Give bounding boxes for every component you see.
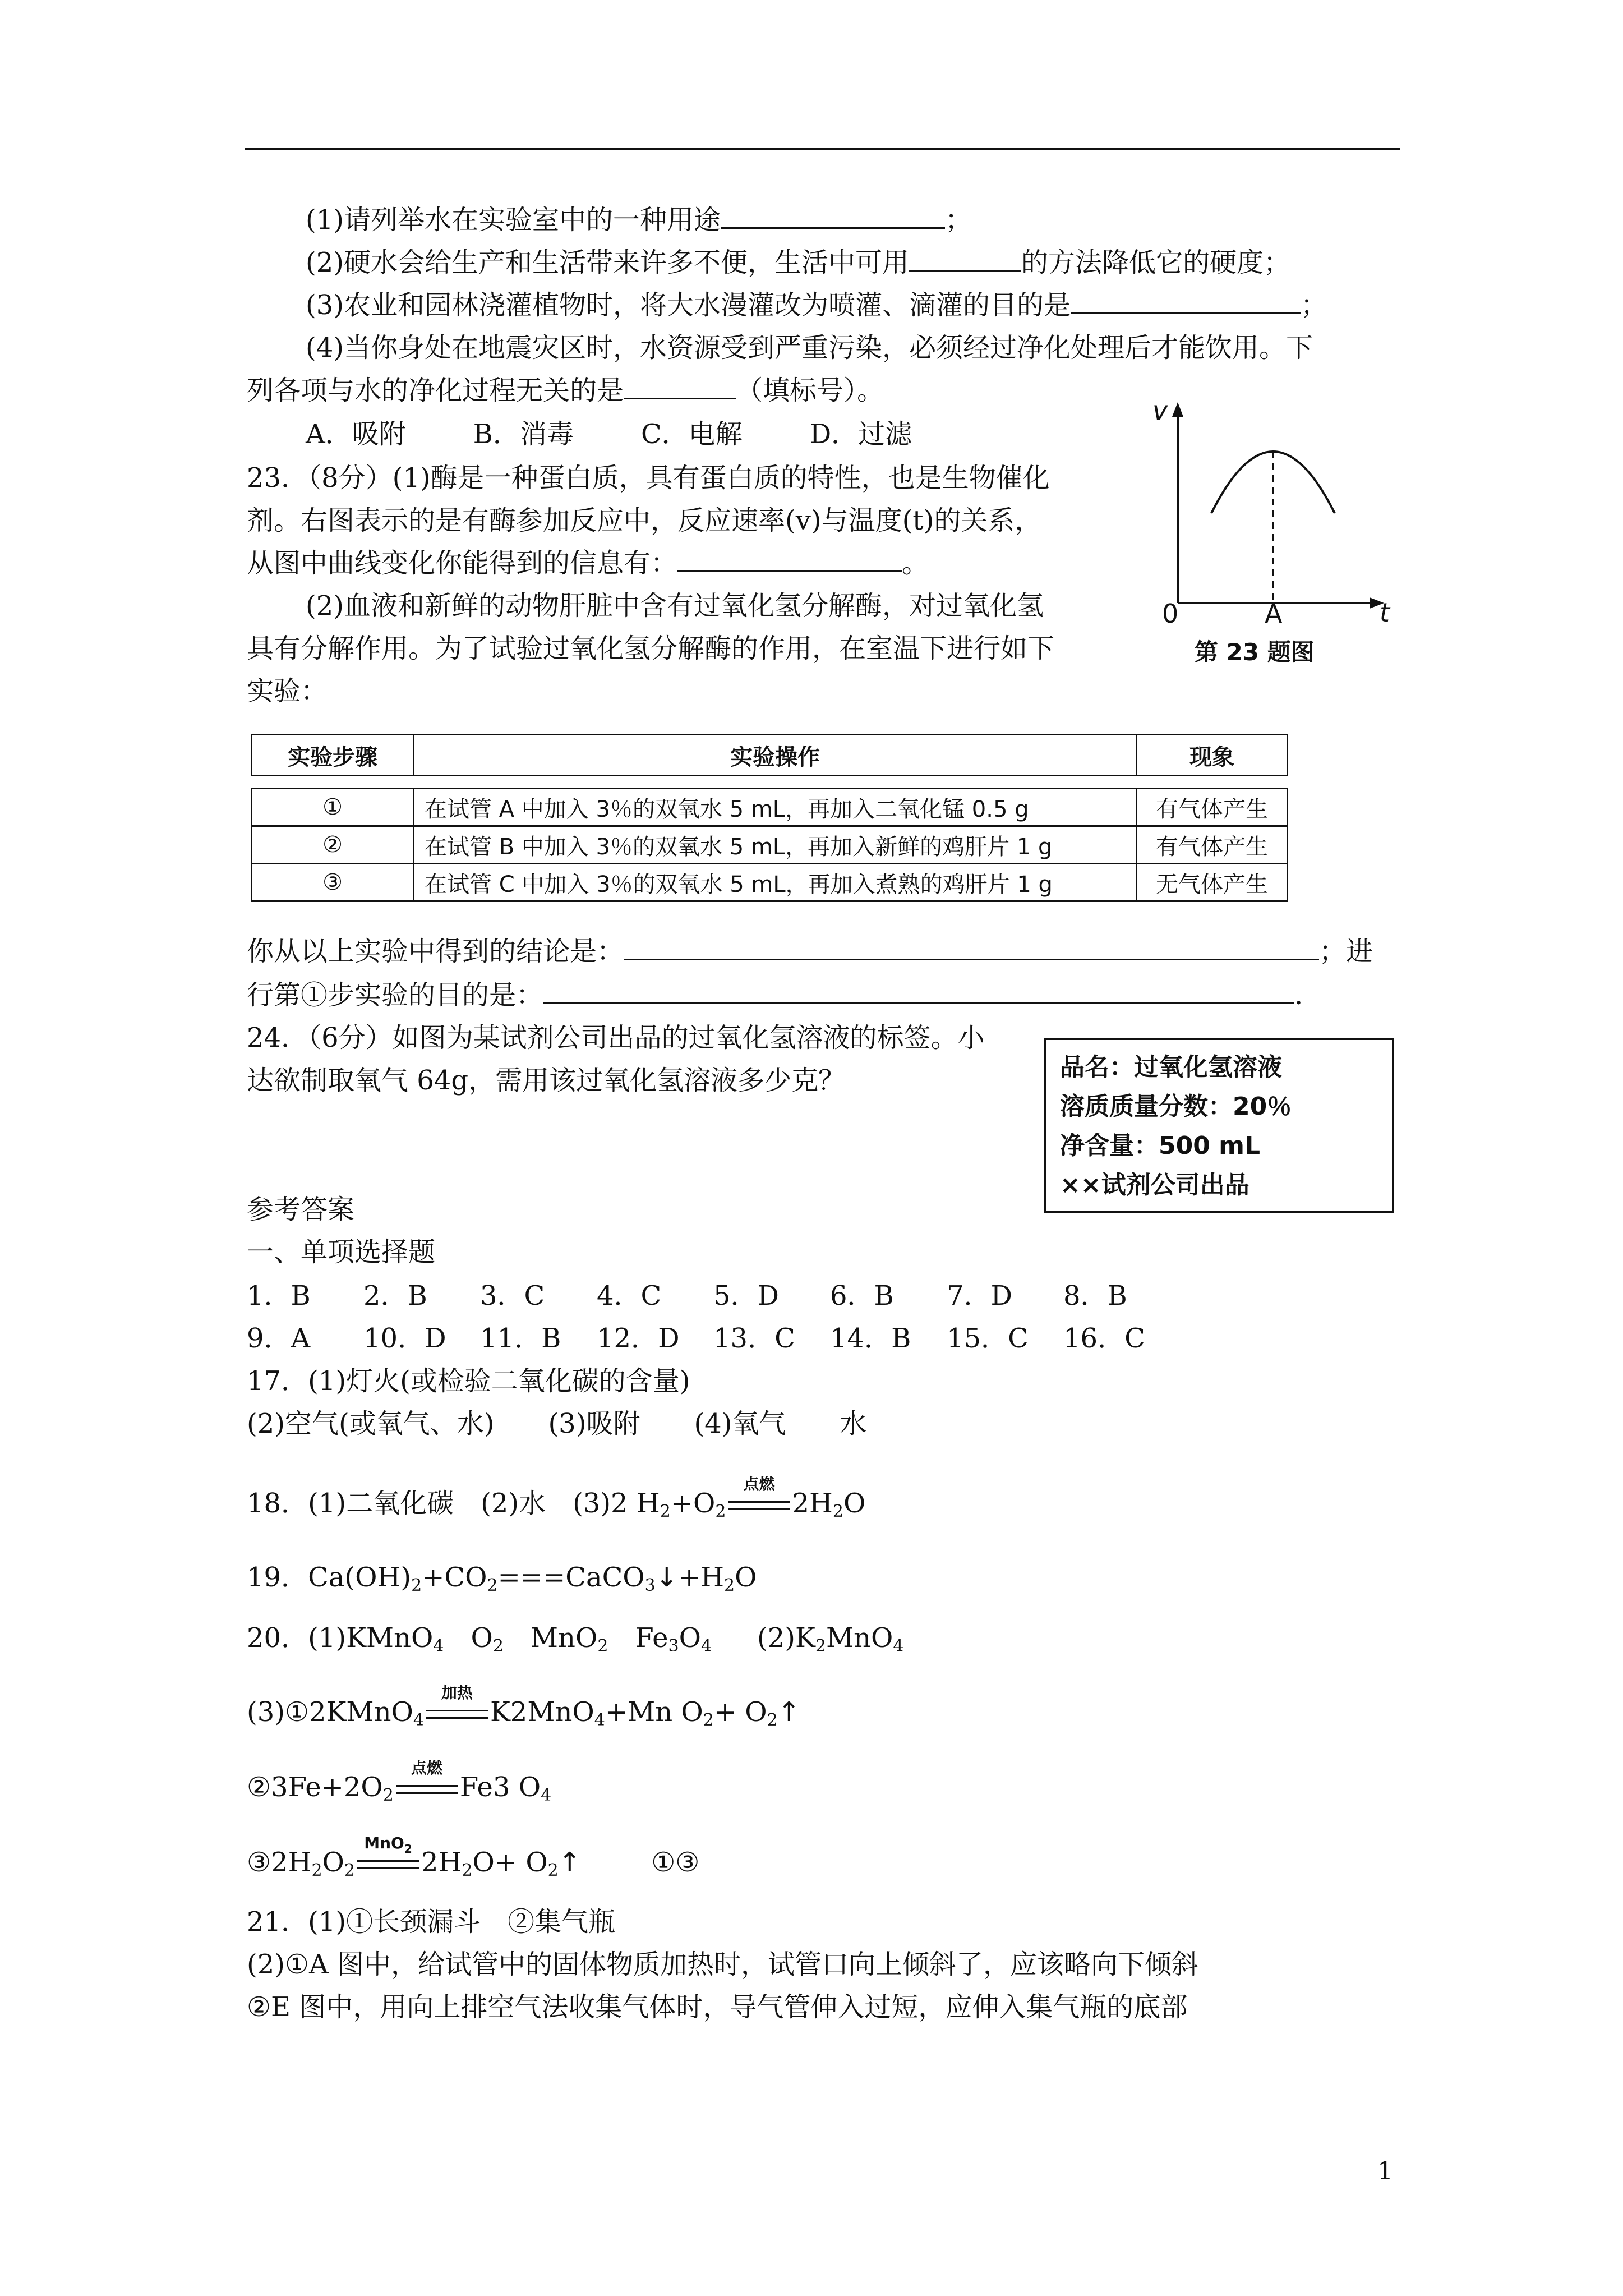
- answer-blank: [909, 246, 1021, 272]
- option-b: B．消毒: [473, 418, 574, 450]
- answer-21a: 21．(1)①长颈漏斗 ②集气瓶: [247, 1906, 616, 1938]
- q22-part1: (1)请列举水在实验室中的一种用途 ；: [306, 204, 972, 236]
- q23-line3: 从图中曲线变化你能得到的信息有： 。: [247, 547, 929, 579]
- label-product-name: 品名：过氧化氢溶液: [1060, 1053, 1282, 1082]
- answer-blank: [1071, 289, 1301, 314]
- page-number: 1: [1377, 2157, 1393, 2185]
- q22-part4: (4)当你身处在地震灾区时，水资源受到严重污染，必须经过净化处理后才能饮用。下: [306, 332, 1313, 364]
- graph-svg: [1150, 395, 1402, 631]
- q24-line2: 达欲制取氧气 64g，需用该过氧化氢溶液多少克？: [247, 1065, 846, 1096]
- q23-line5: 具有分解作用。为了试验过氧化氢分解酶的作用，在室温下进行如下: [247, 633, 1055, 664]
- label-mass-fraction: 溶质质量分数：20％: [1060, 1092, 1292, 1121]
- gas-arrow-icon: ↑: [777, 1696, 800, 1728]
- experiment-table: [251, 734, 1288, 902]
- q22-part2: (2)硬水会给生产和生活带来许多不便，生活中可用 的方法降低它的硬度；: [306, 247, 1291, 278]
- gas-arrow-icon: ↑: [558, 1847, 581, 1878]
- q23-line1: 23．（8分）(1)酶是一种蛋白质，具有蛋白质的特性，也是生物催化: [247, 462, 1050, 494]
- option-d: D．过滤: [809, 418, 912, 450]
- cell-phenomenon: 有气体产生: [1137, 826, 1288, 864]
- reagent-label-box: [1044, 1038, 1394, 1213]
- cell-step: ②: [252, 826, 414, 864]
- q23-conclusion: 你从以上实验中得到的结论是： ；进: [247, 936, 1373, 967]
- answer-blank: [721, 204, 945, 229]
- answer-21c: ②E 图中，用向上排空气法收集气体时，导气管伸入过短，应伸入集气瓶的底部: [247, 1991, 1188, 2023]
- q23-purpose: 行第①步实验的目的是： .: [247, 979, 1303, 1011]
- answer-blank: [543, 979, 1294, 1004]
- origin-label: 0: [1162, 599, 1179, 629]
- x-axis-label: t: [1380, 597, 1390, 628]
- q22-part3: (3)农业和园林浇灌植物时，将大水漫灌改为喷灌、滴灌的目的是 ；: [306, 289, 1328, 321]
- answer-20-5: $③2H_2O_2$ MnO$_2$ $2H_2O+$ $O_2↑$ ①③: [247, 1833, 700, 1880]
- cell-operation: 在试管 C 中加入 3％的双氧水 5 mL，再加入煮熟的鸡肝片 1 g: [414, 864, 1137, 901]
- precipitate-arrow-icon: ↓: [655, 1562, 678, 1593]
- answer-17b: (2)空气(或氧气、水) (3)吸附 (4)氧气 水: [247, 1408, 867, 1439]
- q22-options: [306, 417, 979, 451]
- table-row: [252, 826, 1288, 864]
- document-page: (1)请列举水在实验室中的一种用途 ； (2)硬水会给生产和生活带来许多不便，生活中可用 的方法降低它的硬度； (3)农业和园林浇灌植物时，将大水漫灌改为喷灌、滴灌的目的是 ； (4)当你身处在地震灾区时，水资源受到严重污染，必须经过净化处理后才能饮用。下 列各项与水的净化过程无关的是 （填标号）。 A．吸附 B．消毒 C．电解 D．过滤 23．（8分）(1)酶是一种蛋白质，具有蛋白质的特性，也是生物催化 剂。右图表示的是有酶参加反应中，反应速率(v)与温度(t)的关系， 从图中曲线变化你能得到的信息有： 。 (2)血液和新鲜的动物肝脏中含有过氧化氢分解酶，对过氧化氢 具有分解作用。为了试验过氧化氢分解酶的作用，在室温下进行如下 实验： v t 0 A 第 23 题图 实验步骤 实验操作 现象 ① 在试管 A 中加入 3％的双氧水 5 mL，再加入二氧化锰 0.5 g 有气体产生 ② 在试管 B 中加入 3％的双氧水 5 mL，再加入新鲜的鸡肝片 1 g 有气体产生 ③ 在试管 C 中加入 3％的双氧水 5 mL，再加入煮熟的鸡肝片 1 g 无气体产生 你从以上实验中得到的结论是： ；进 行第①步实验的目的是： . 24．（6分）如图为某试剂公司出品的过氧化氢溶液的标签。小 达欲制取氧气 64g，需用该过氧化氢溶液多少克？ 品名：过氧化氢溶液 溶质质量分数：20％ 净含量：500 mL ××试剂公司出品 参考答案 一、单项选择题 1．B 2．B 3．C 4．C 5．D 6．B 7．D 8．B 9．A 10．D 11．B 12．D 13．C 14．B 15．C 16．C 17．(1)灯火(或检验二氧化碳的含量) (2)空气(或氧气、水) (3)吸附 (4)氧气 水 18．(1)二氧化碳 (2)水 (3)2 $H_2+O_2$ 点燃 $2H_2O$ 19．$Ca(OH)_2+CO_2===CaCO_3↓+H_2O$ 20．(1)KMnO$_4$ $O_2$ MnO$_2$ $Fe_3O_4$ $(2)K_2MnO_4$ (3)①2KMnO$_4$ 加热 K2MnO$_4$+Mn $O_2+$ $O_2↑$ $②3Fe+2O_2$ 点燃 Fe3 $O_4$ $③2H_2O_2$ MnO$_2$ $2H_2O+$ $O_2↑$ ①③ 21．(1)①长颈漏斗 ②集气瓶 (2)①A 图中，给试管中的固体物质加热时，试管口向上倾斜了，应该略向下倾斜 ②E 图中，用向上排空气法收集气体时，导气管伸入过短，应伸入集气瓶的底部 1: [0, 0, 1623, 2296]
- reaction-condition: 点燃: [728, 1494, 790, 1517]
- q22-part4-cont: 列各项与水的净化过程无关的是 （填标号）。: [247, 375, 884, 406]
- q23-line6: 实验：: [247, 675, 328, 707]
- q24-line1: 24．（6分）如图为某试剂公司出品的过氧化氢溶液的标签。小: [247, 1022, 985, 1053]
- answer-blank: [624, 374, 736, 399]
- table-row: [252, 789, 1288, 826]
- answer-20-1: 20．(1)KMnO$_4$ $O_2$ MnO$_2$ $Fe_3O_4$ $(2)K_2MnO_4$: [247, 1622, 904, 1656]
- answer-19: 19．$Ca(OH)_2+CO_2===CaCO_3↓+H_2O$: [247, 1562, 757, 1595]
- option-a: A．吸附: [306, 418, 406, 450]
- y-axis-label: v: [1152, 395, 1168, 426]
- cell-phenomenon: 有气体产生: [1137, 789, 1288, 826]
- col-header-operation: 实验操作: [414, 735, 1137, 776]
- header-rule: [245, 148, 1400, 150]
- label-net-content: 净含量：500 mL: [1060, 1131, 1261, 1160]
- answers-section1: 一、单项选择题: [247, 1236, 436, 1268]
- reaction-condition: 加热: [426, 1703, 488, 1726]
- cell-step: ①: [252, 789, 414, 826]
- cell-operation: 在试管 B 中加入 3％的双氧水 5 mL，再加入新鲜的鸡肝片 1 g: [414, 826, 1137, 864]
- col-header-phenomenon: 现象: [1137, 735, 1288, 776]
- graph-caption: 第 23 题图: [1195, 638, 1315, 666]
- cell-phenomenon: 无气体产生: [1137, 864, 1288, 901]
- answer-17a: 17．(1)灯火(或检验二氧化碳的含量): [247, 1365, 690, 1397]
- answer-blank: [624, 935, 1319, 960]
- reaction-condition: 点燃: [396, 1778, 458, 1801]
- table-gap: [252, 776, 1288, 789]
- answers-title: 参考答案: [247, 1194, 355, 1225]
- reaction-condition: MnO$_2$: [357, 1853, 419, 1876]
- table-row: [252, 864, 1288, 901]
- option-c: C．电解: [640, 418, 743, 450]
- q23-line4: (2)血液和新鲜的动物肝脏中含有过氧化氢分解酶，对过氧化氢: [306, 590, 1044, 622]
- peak-label: A: [1265, 599, 1283, 629]
- answer-21b: (2)①A 图中，给试管中的固体物质加热时，试管口向上倾斜了，应该略向下倾斜: [247, 1949, 1198, 1980]
- y-axis-arrow: [1172, 402, 1183, 417]
- cell-operation: 在试管 A 中加入 3％的双氧水 5 mL，再加入二氧化锰 0.5 g: [414, 789, 1137, 826]
- answer-20-3: (3)①2KMnO$_4$ 加热 K2MnO$_4$+Mn $O_2+$ $O_2↑$: [247, 1683, 800, 1730]
- q23-line2: 剂。右图表示的是有酶参加反应中，反应速率(v)与温度(t)的关系，: [247, 505, 1042, 536]
- answer-18: 18．(1)二氧化碳 (2)水 (3)2 $H_2+O_2$ 点燃 $2H_2O$: [247, 1474, 866, 1521]
- label-manufacturer: ××试剂公司出品: [1060, 1171, 1249, 1199]
- answer-20-4: $②3Fe+2O_2$ 点燃 Fe3 $O_4$: [247, 1758, 552, 1805]
- answer-blank: [677, 547, 902, 572]
- rate-temperature-graph: [1150, 395, 1402, 666]
- table-header-row: [252, 735, 1288, 776]
- col-header-step: 实验步骤: [252, 735, 414, 776]
- cell-step: ③: [252, 864, 414, 901]
